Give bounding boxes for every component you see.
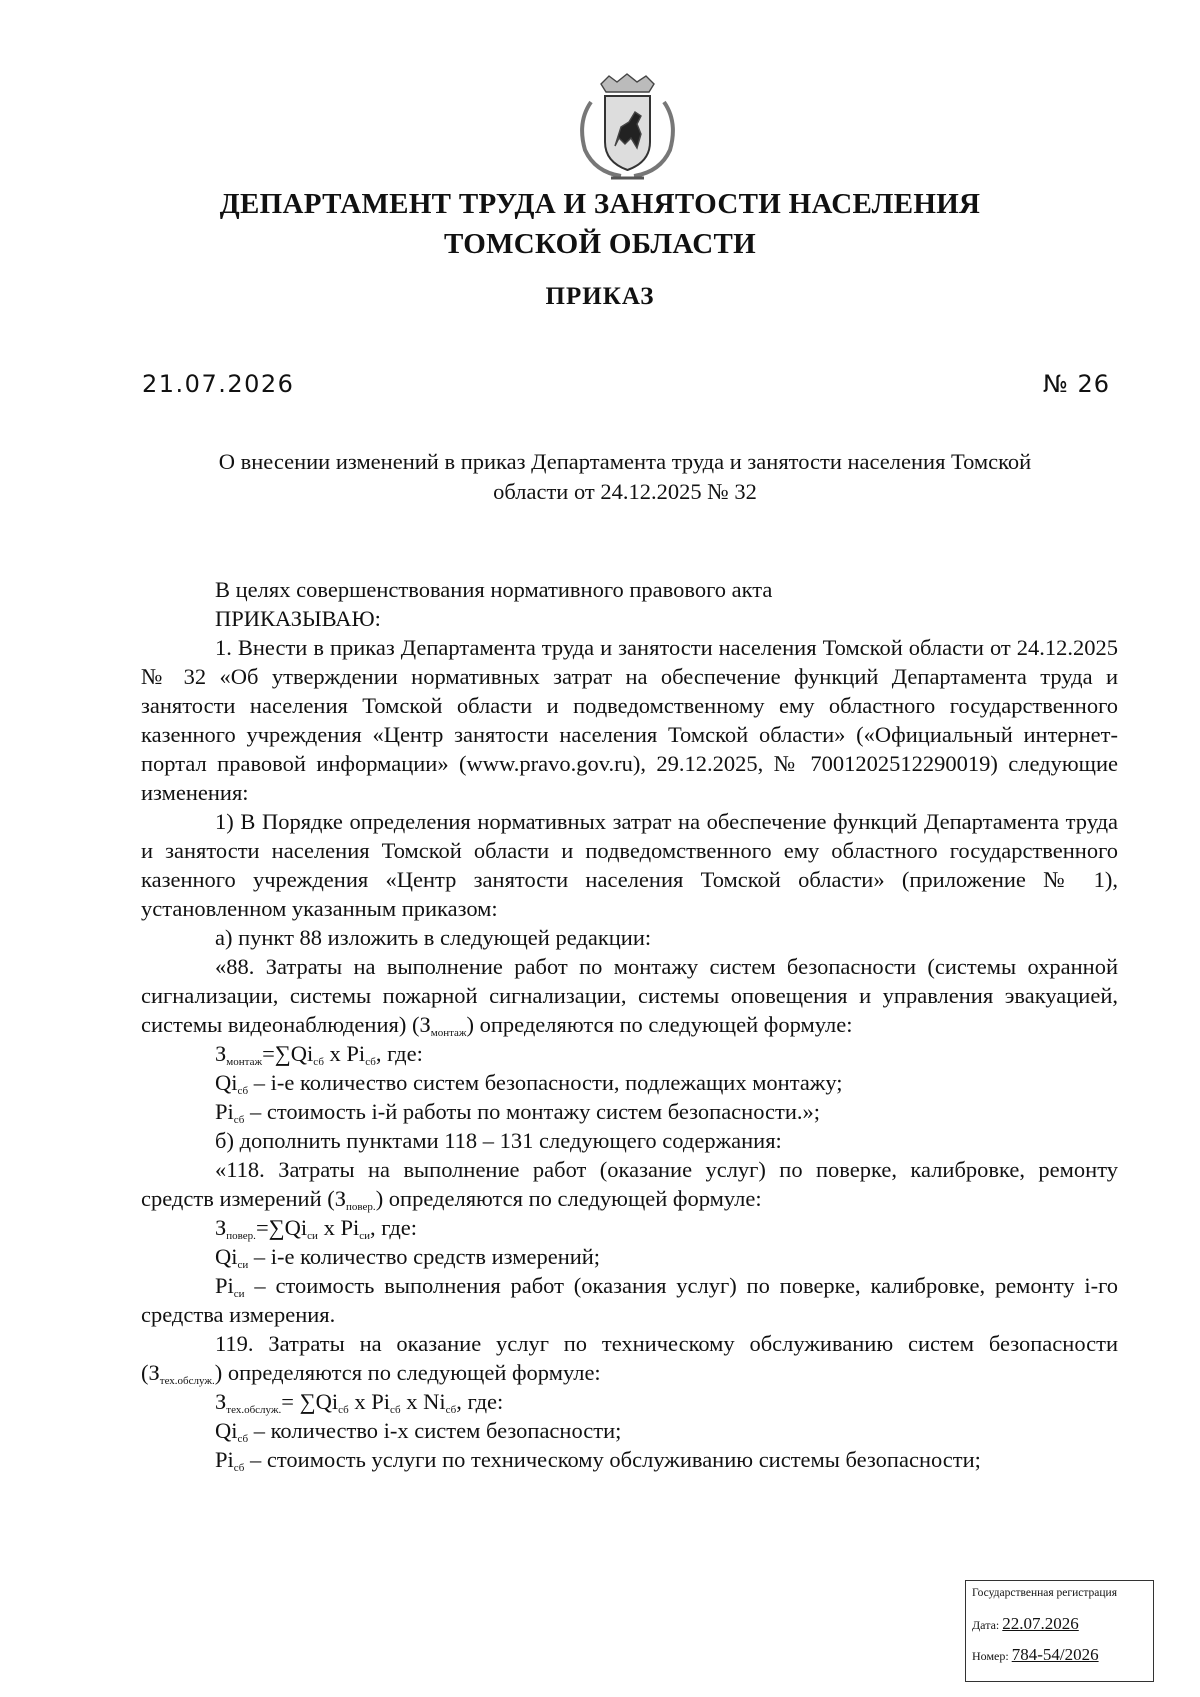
stamp-date-row: [972, 1614, 1079, 1634]
stamp-number-row: [972, 1645, 1099, 1665]
formula-tech-service: $З_{тех.обслуж.}= \sum Qi_{сб}$ x $Pi_{сб}$ x $Ni_{сб}$, где:: [215, 1389, 504, 1416]
definition: $Pi_{сб}$ – стоимость услуги по техническому обслуживанию системы безопасности;: [215, 1447, 981, 1474]
subject-line: области от 24.12.2025 № 32: [493, 479, 757, 504]
definition: $Pi_{сб}$ – стоимость i-й работы по монтажу систем безопасности.»;: [215, 1099, 821, 1126]
definition: $Qi_{си} - i-е$ количество средств измерений;: [215, 1244, 601, 1271]
department-name: ДЕПАРТАМЕНТ ТРУДА И ЗАНЯТОСТИ НАСЕЛЕНИЯ: [219, 188, 981, 220]
document-type: ПРИКАЗ: [545, 283, 655, 310]
coat-of-arms-emblem: [571, 72, 684, 184]
stamp-number: 784-54/2026: [1011, 1645, 1099, 1664]
order-word: ПРИКАЗЫВАЮ:: [215, 606, 381, 631]
order-body: [141, 575, 1118, 1474]
order-date: 21.07.2026: [142, 370, 295, 398]
definition: $Qi_{сб}$ – количество i-х систем безопасности;: [215, 1418, 622, 1445]
registration-stamp: [965, 1580, 1154, 1682]
item-88: «88. Затраты на выполнение работ по монтажу систем безопасности (системы охранной сигнализации, системы пожарной сигнализации, системы оповещения и управления эвакуацией, системы видеонаблюдения) $(З_{монтаж})$ определяются по следующей формуле:: [141, 954, 1118, 1039]
stamp-title: Государственная регистрация: [972, 1587, 1117, 1599]
definition: $Pi_{си}$ – стоимость выполнения работ (оказания услуг) по поверке, калибровке, ремонту i-го средства измерения.: [141, 1273, 1118, 1327]
order-number: № 26: [1042, 370, 1110, 398]
stamp-date: 22.07.2026: [1002, 1614, 1079, 1633]
stamp-number-label: Номер:: [972, 1649, 1009, 1663]
item-119: 119. Затраты на оказание услуг по техническому обслуживанию систем безопасности $(З_{тех.обслуж.})$ определяются по следующей формуле:: [141, 1331, 1118, 1387]
definition: $Qi_{сб} - i-е$ количество систем безопасности, подлежащих монтажу;: [215, 1070, 843, 1097]
clause-b: б) дополнить пунктами 118 – 131 следующего содержания:: [215, 1128, 782, 1153]
formula-montazh: $З_{монтаж}=\sum Qi_{сб}$ x $Pi_{сб}$, где:: [215, 1041, 423, 1068]
subject-line: О внесении изменений в приказ Департамента труда и занятости населения Томской: [218, 449, 1032, 474]
preamble: В целях совершенствования нормативного правового акта: [215, 577, 773, 602]
clause-1-1: 1) В Порядке определения нормативных затрат на обеспечение функций Департамента труда и занятости населения Томской области и подведомственного ему областного государственного казенного учреждения «Центр занятости населения Томской области» (приложение № 1), установленном указанным приказом:: [141, 809, 1118, 921]
stamp-date-label: Дата:: [972, 1618, 1000, 1632]
clause-a: а) пункт 88 изложить в следующей редакции:: [215, 925, 652, 950]
order-subject: [130, 447, 1120, 507]
formula-pover: $З_{повер.}=\sum Qi_{си}$ x $Pi_{си}$, где:: [215, 1215, 418, 1242]
clause-1: 1. Внести в приказ Департамента труда и занятости населения Томской области от 24.12.2025 № 32 «Об утверждении нормативных затрат на обеспечение функций Департамента труда и занятости населения Томской области и подведомственному ему областного государственного казенного учреждения «Центр занятости населения Томской области» («Официальный интернет-портал правовой информации» (www.pravo.gov.ru), 29.12.2025, № 7001202512290019) следующие изменения:: [141, 635, 1118, 805]
item-118: «118. Затраты на выполнение работ (оказание услуг) по поверке, калибровке, ремонту средств измерений $(З_{повер.})$ определяются по следующей формуле:: [141, 1157, 1118, 1213]
region-name: ТОМСКОЙ ОБЛАСТИ: [444, 228, 756, 260]
